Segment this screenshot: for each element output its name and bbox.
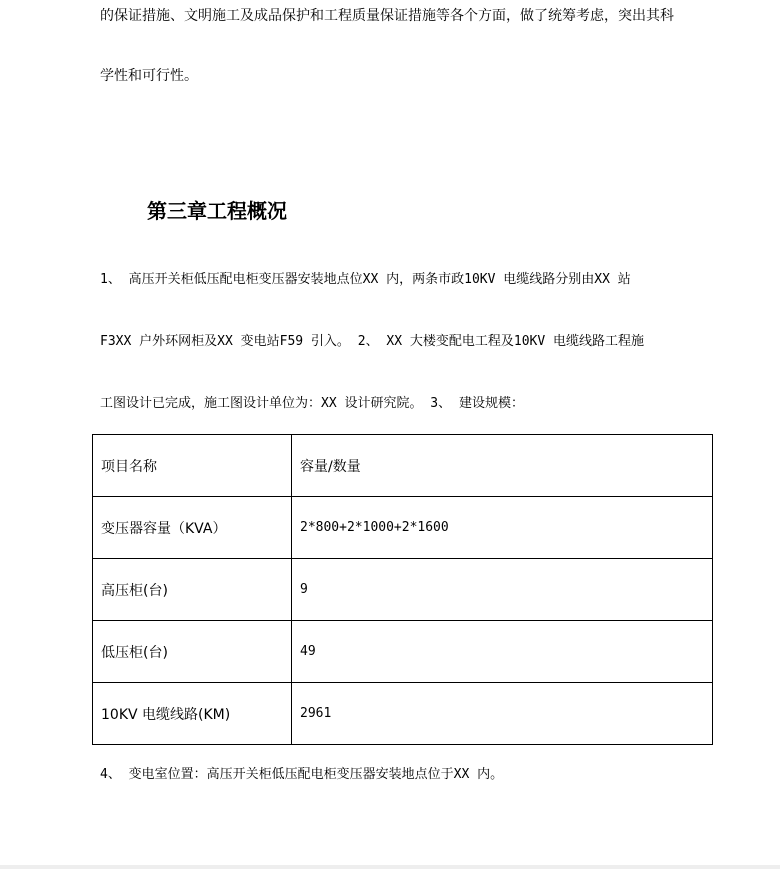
overview-line-2: F3XX 户外环网柜及XX 变电站F59 引入。 2、 XX 大楼变配电工程及10KV 电缆线路工程施 (100, 334, 645, 349)
construction-scale-table (92, 434, 713, 745)
table-cell-item: 低压柜(台) (93, 621, 292, 683)
table-cell-value: 49 (292, 621, 713, 683)
intro-line-1: 的保证措施、文明施工及成品保护和工程质量保证措施等各个方面，做了统筹考虑，突出其科 (100, 8, 674, 24)
intro-line-2: 学性和可行性。 (100, 68, 198, 84)
table-header-cell: 容量/数量 (292, 435, 713, 497)
table-row (93, 621, 713, 683)
overview-line-1: 1、 高压开关柜低压配电柜变压器安装地点位XX 内，两条市政10KV 电缆线路分别由XX 站 (100, 272, 631, 287)
table-header-row (93, 435, 713, 497)
table-cell-item: 10KV 电缆线路(KM) (93, 683, 292, 745)
table-header-cell: 项目名称 (93, 435, 292, 497)
table-row (93, 559, 713, 621)
table-row (93, 497, 713, 559)
table-cell-item: 高压柜(台) (93, 559, 292, 621)
location-line: 4、 变电室位置：高压开关柜低压配电柜变压器安装地点位于XX 内。 (100, 767, 504, 782)
chapter-title: 第三章工程概况 (147, 199, 287, 223)
overview-line-3: 工图设计已完成，施工图设计单位为：XX 设计研究院。 3、 建设规模： (100, 396, 524, 411)
table-cell-value: 2*800+2*1000+2*1600 (292, 497, 713, 559)
page-bottom-edge (0, 865, 780, 869)
table-cell-value: 2961 (292, 683, 713, 745)
table-cell-value: 9 (292, 559, 713, 621)
table-row (93, 683, 713, 745)
table-cell-item: 变压器容量（KVA） (93, 497, 292, 559)
